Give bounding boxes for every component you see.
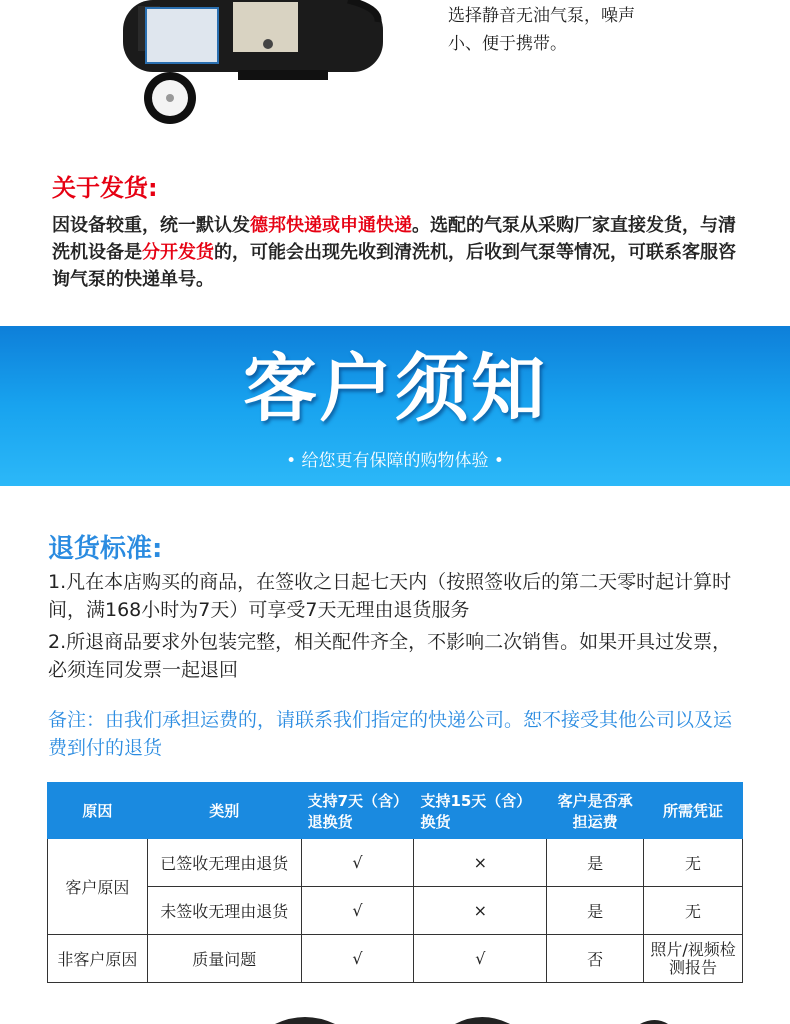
table-cell: 否 xyxy=(547,935,644,983)
product-top-section xyxy=(0,0,790,160)
table-cell: √ xyxy=(414,935,547,983)
air-pump-image xyxy=(118,0,388,130)
table-row xyxy=(48,887,743,935)
shipping-body: 因设备较重，统一默认发德邦快递或申通快递。选配的气泵从采购厂家直接发货，与清洗机设备是分开发货的，可能会出现先收到清洗机，后收到气泵等情况，可联系客服咨询气泵的快递单号。 xyxy=(52,215,736,290)
banner-title: 客户须知 xyxy=(243,346,547,432)
table-header: 支持15天（含）换货 xyxy=(414,783,547,839)
customer-notice-banner xyxy=(0,326,790,486)
table-cell: √ xyxy=(301,935,414,983)
returns-item-1: 1.凡在本店购买的商品，在签收之日起七天内（按照签收后的第二天零时起计算时间，满168小时为7天）可享受7天无理由退货服务 xyxy=(48,571,732,621)
returns-item-2: 2.所退商品要求外包装完整，相关配件齐全，不影响二次销售。如果开具过发票，必须连同发票一起退回 xyxy=(48,631,732,681)
returns-policy xyxy=(48,568,748,684)
pump-description: 选择静音无油气泵，噪声 小、便于携带。 xyxy=(448,6,635,54)
returns-note: 备注：由我们承担运费的，请联系我们指定的快递公司。恕不接受其他公司以及运费到付的退货 xyxy=(48,709,733,759)
table-cell: 是 xyxy=(547,887,644,935)
table-header: 原因 xyxy=(48,783,148,839)
table-cell: 质量问题 xyxy=(147,935,301,983)
banner-subtitle: • 给您更有保障的购物体验 • xyxy=(286,451,504,471)
table-cell: 无 xyxy=(644,887,743,935)
table-cell: × xyxy=(414,887,547,935)
table-group-cell: 非客户原因 xyxy=(48,935,148,983)
table-header: 类别 xyxy=(147,783,301,839)
table-row xyxy=(48,839,743,887)
shipping-title: 关于发货: xyxy=(52,174,158,202)
table-cell: 是 xyxy=(547,839,644,887)
table-header-row xyxy=(48,783,743,839)
table-header: 所需凭证 xyxy=(644,783,743,839)
table-cell: 未签收无理由退货 xyxy=(147,887,301,935)
returns-table xyxy=(47,782,743,983)
table-cell: 无 xyxy=(644,839,743,887)
table-cell: √ xyxy=(301,839,414,887)
table-header: 客户是否承担运费 xyxy=(547,783,644,839)
table-cell: 已签收无理由退货 xyxy=(147,839,301,887)
bottom-product-image-edge xyxy=(0,1010,790,1024)
table-cell: 照片/视频检测报告 xyxy=(644,935,743,983)
returns-title: 退货标准: xyxy=(48,534,163,564)
table-cell: √ xyxy=(301,887,414,935)
table-cell: × xyxy=(414,839,547,887)
table-row xyxy=(48,935,743,983)
table-header: 支持7天（含）退换货 xyxy=(301,783,414,839)
table-group-cell: 客户原因 xyxy=(48,839,148,935)
